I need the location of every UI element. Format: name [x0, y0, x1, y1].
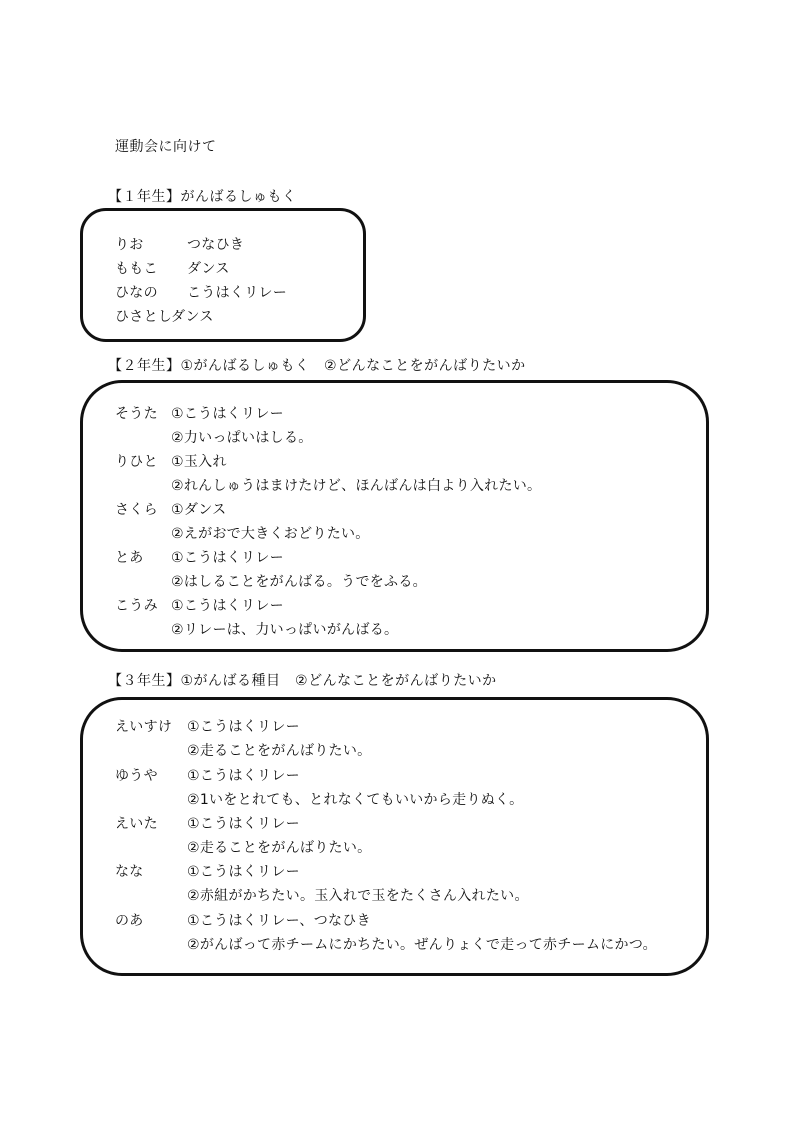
student-goal: ②リレーは、力いっぱいがんばる。: [171, 622, 399, 638]
student-event: ①ダンス: [171, 502, 227, 518]
list-item: [115, 765, 695, 813]
student-event: ①こうはくリレー、つなひき: [187, 913, 371, 929]
student-event: ①こうはくリレー: [171, 598, 284, 614]
student-event: ダンス: [187, 261, 230, 277]
student-goal: ②1いをとれても、とれなくてもいいから走りぬく。: [187, 792, 524, 808]
student-goal: ②はしることをがんばる。うでをふる。: [171, 574, 427, 590]
student-name: なな: [115, 864, 144, 880]
student-name: りひと: [115, 454, 158, 470]
student-name: さくら: [115, 502, 158, 518]
document-title: 運動会に向けて: [115, 139, 217, 155]
grade2-heading: 【２年生】①がんばるしゅもく ②どんなことをがんばりたいか: [108, 358, 526, 374]
student-goal: ②走ることをがんばりたい。: [187, 743, 372, 759]
student-name: とあ: [115, 550, 144, 566]
student-goal: ②力いっぱいはしる。: [171, 430, 313, 446]
list-item: [115, 813, 695, 861]
student-goal: ②走ることをがんばりたい。: [187, 840, 372, 856]
student-name: こうみ: [115, 598, 158, 614]
grade3-heading: 【３年生】①がんばる種目 ②どんなことをがんばりたいか: [108, 673, 497, 689]
grade1-heading: 【１年生】がんばるしゅもく: [108, 189, 297, 205]
student-event: こうはくリレー: [187, 285, 288, 301]
student-name: ももこ: [115, 261, 158, 277]
student-name: えいた: [115, 816, 158, 832]
student-name: ゆうや: [115, 768, 158, 784]
student-name: ひさとし: [115, 309, 173, 325]
student-name: のあ: [115, 913, 144, 929]
student-goal: ②がんばって赤チームにかちたい。ぜんりょくで走って赤チームにかつ。: [187, 937, 657, 953]
student-event: ①こうはくリレー: [187, 719, 300, 735]
list-item: [115, 403, 675, 451]
list-item: [115, 547, 675, 595]
student-event: ①こうはくリレー: [171, 406, 284, 422]
student-event: ①こうはくリレー: [187, 768, 300, 784]
student-name: ひなの: [115, 285, 158, 301]
student-name: えいすけ: [115, 719, 173, 735]
student-goal: ②えがおで大きくおどりたい。: [171, 526, 370, 542]
student-name: りお: [115, 237, 144, 253]
list-item: [115, 716, 695, 764]
student-event: ①こうはくリレー: [187, 816, 300, 832]
list-item: [115, 910, 695, 958]
student-event: ①こうはくリレー: [187, 864, 300, 880]
list-item: [115, 861, 695, 909]
list-item: [115, 499, 675, 547]
student-goal: ②れんしゅうはまけたけど、ほんばんは白より入れたい。: [171, 478, 542, 494]
student-event: つなひき: [187, 237, 245, 253]
student-event: ①こうはくリレー: [171, 550, 284, 566]
student-goal: ②赤組がかちたい。玉入れで玉をたくさん入れたい。: [187, 888, 529, 904]
student-name: そうた: [115, 406, 158, 422]
list-item: [115, 451, 675, 499]
student-event: ダンス: [171, 309, 214, 325]
student-event: ①玉入れ: [171, 454, 227, 470]
list-item: [115, 595, 675, 643]
